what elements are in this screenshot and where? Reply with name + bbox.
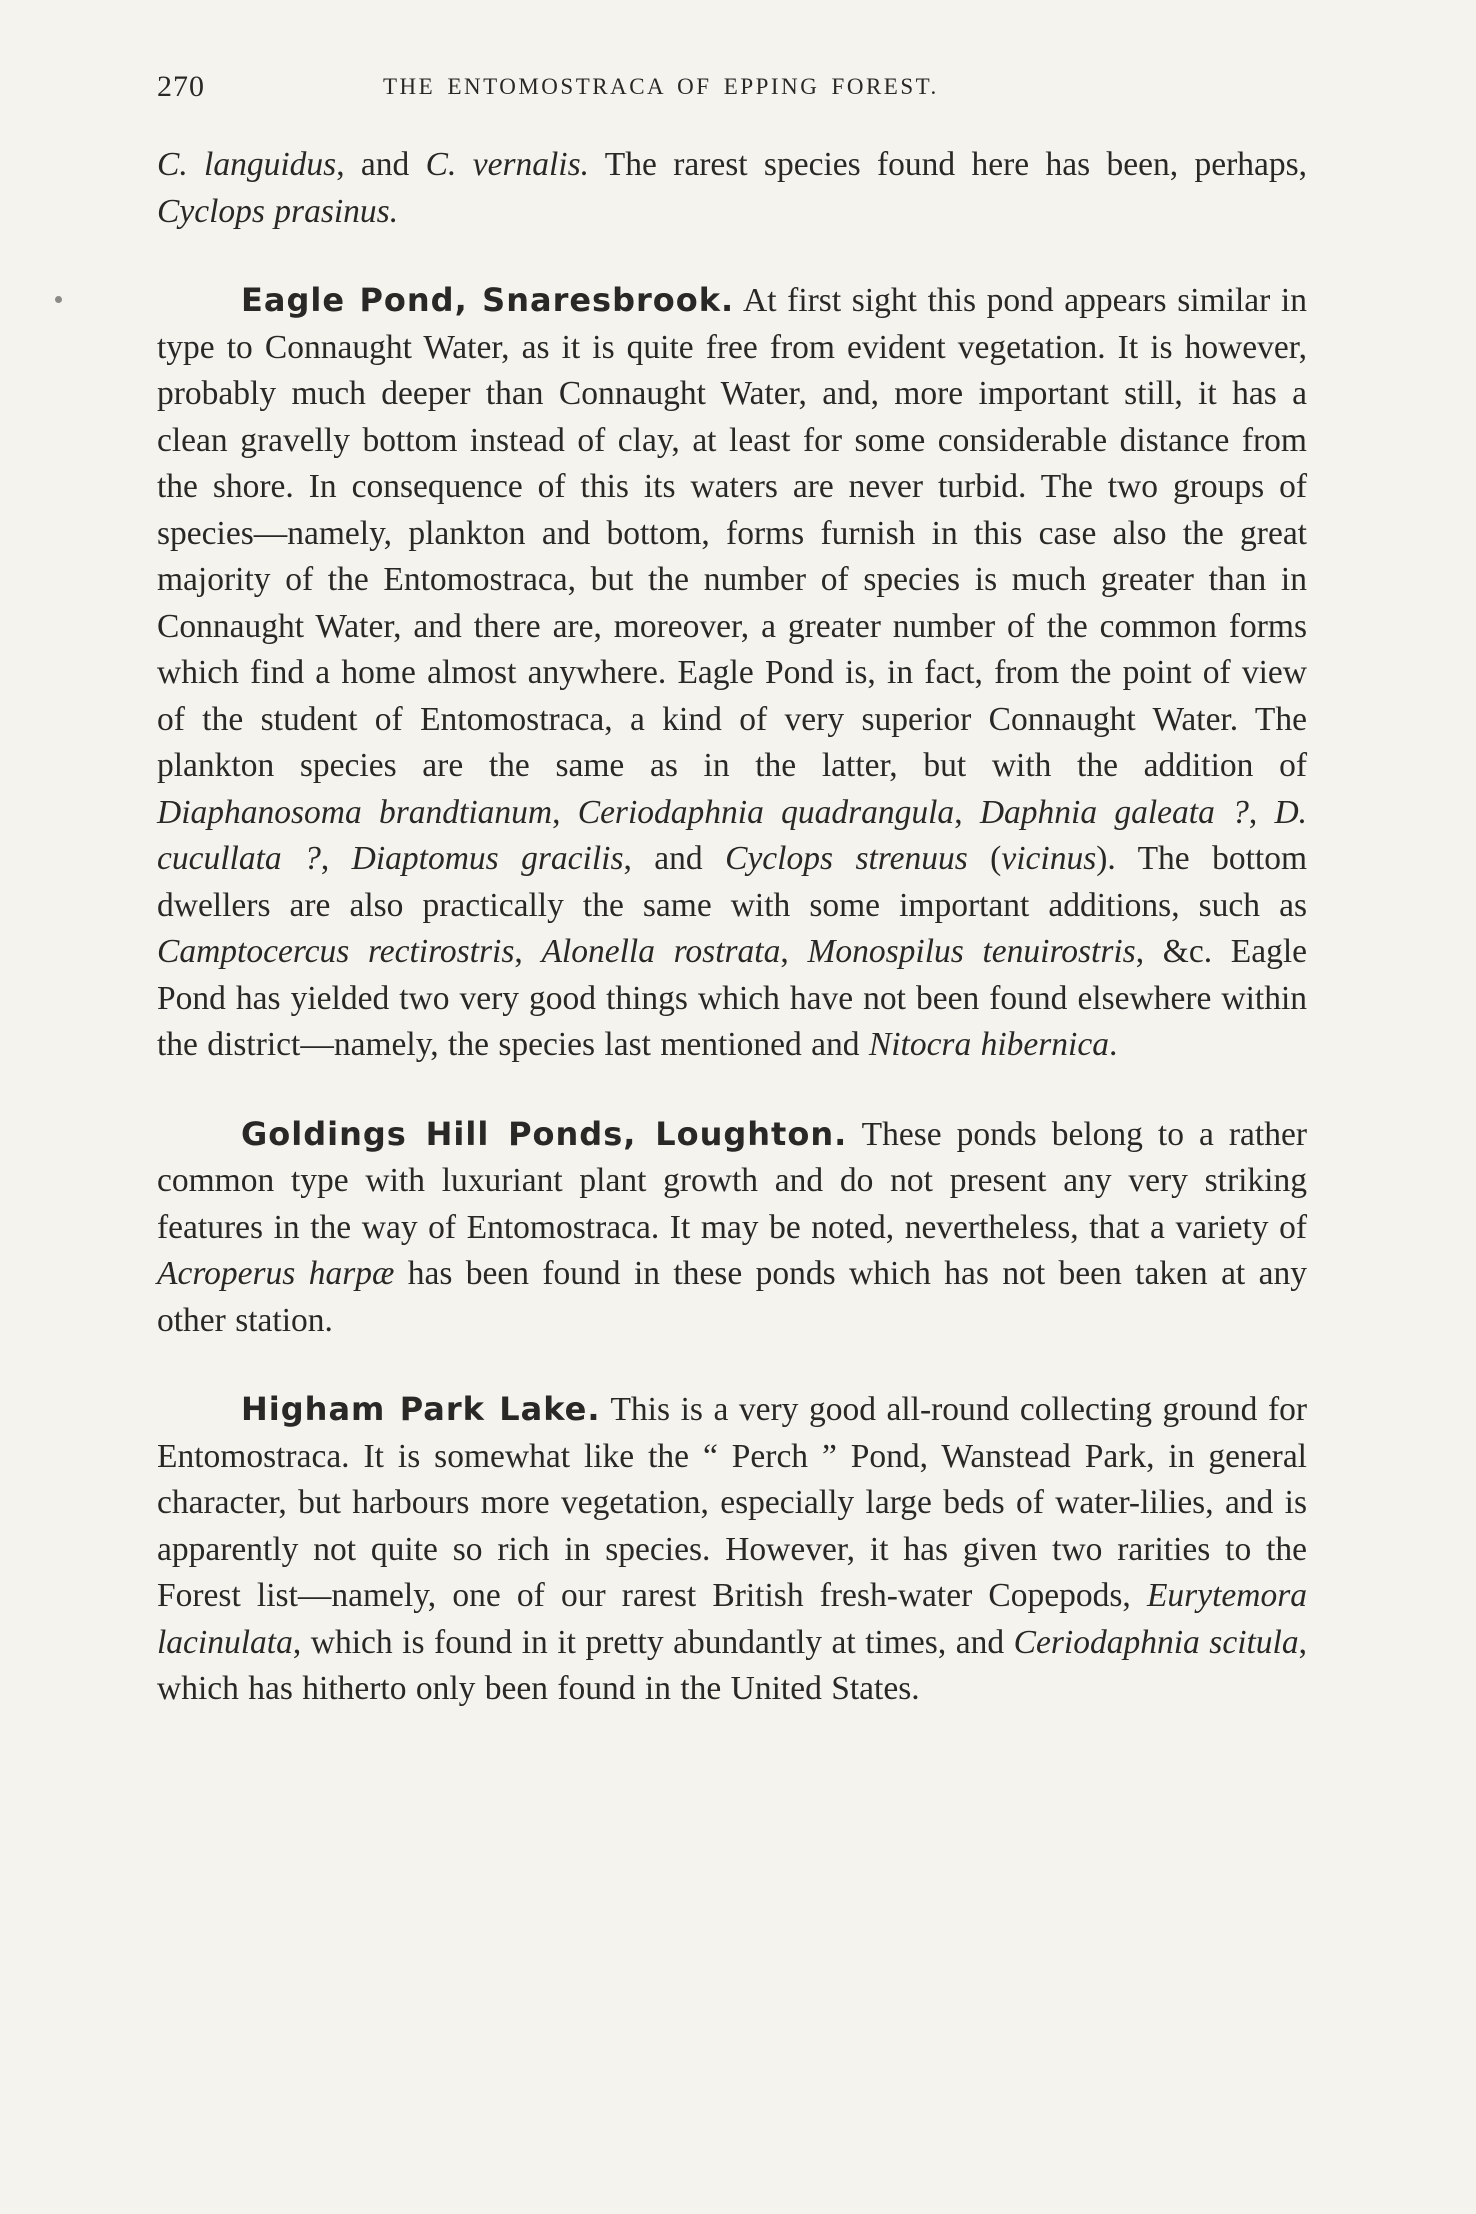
running-title: THE ENTOMOSTRACA OF EPPING FOREST. [383, 74, 939, 99]
text-run: , [780, 933, 808, 970]
text-run: The rarest species found here has been, perhaps, [589, 146, 1308, 183]
text-run: , [320, 840, 352, 877]
section-heading: Eagle Pond, Snaresbrook. [241, 281, 735, 319]
species-name: C. languidus [157, 146, 337, 183]
text-run: , and [623, 840, 726, 877]
text-run: , [514, 933, 542, 970]
text-run: . [1109, 1026, 1118, 1063]
species-name: Diaphanosoma brandtianum [157, 793, 553, 831]
section-heading: Higham Park Lake. [241, 1390, 601, 1428]
species-name: Ceriodaphnia quadrangula [577, 793, 955, 831]
species-name: Camptocercus rectirostris [157, 933, 515, 970]
text-run: , [552, 793, 578, 831]
species-name: Daphnia galeata ? [979, 793, 1249, 831]
species-name: Ceriodaphnia scitula [1013, 1623, 1299, 1661]
text-run: has been found in these ponds which has not been taken at any other station. [157, 1255, 1307, 1339]
page-number: 270 [157, 70, 205, 103]
species-name: D. cucullata ? [157, 793, 1308, 877]
species-name: Monospilus tenuirostris [807, 933, 1136, 970]
species-name: Acroperus harpæ [157, 1255, 395, 1292]
text-run: ( [967, 840, 1002, 877]
species-name: Nitocra hibernica [868, 1026, 1109, 1063]
text-run: , [954, 793, 980, 831]
species-name: Eurytemora lacinulata [157, 1577, 1307, 1661]
section-heading: Goldings Hill Ponds, Loughton. [241, 1114, 848, 1153]
text-run: , which has hitherto only been found in the United States. [157, 1623, 1307, 1707]
text-run: This is a very good all-round collecting ground for Entomostraca. It is somewhat like the “ Perch ” Pond, Wanstead Park, in general character, but harbours more vegetation, especially large beds of water-lilies, and is apparently not quite so rich in species. However, it has given two rarities to the Forest list—namely, one of our rarest British fresh-water Copepods, [157, 1391, 1308, 1614]
running-head [157, 70, 1307, 110]
species-name: Cyclops strenuus [725, 840, 968, 877]
paragraph-eagle-pond [157, 277, 1307, 1069]
text-run: , and [336, 146, 426, 183]
text-run: , which is found in it pretty abundantly at times, and [292, 1623, 1014, 1661]
paragraph-goldings-hill [157, 1111, 1307, 1345]
paragraph-continuation [157, 142, 1307, 235]
text-run: , [1248, 793, 1275, 831]
text-run: ). The bottom dwellers are also practically the same with some important additions, such as [157, 840, 1308, 924]
species-name: Diaptomus gracilis [351, 840, 624, 877]
text-run: These ponds belong to a rather common type with luxuriant plant growth and do not present any very striking features in the way of Entomostraca. It may be noted, nevertheless, that a variety of [157, 1115, 1307, 1246]
paragraph-higham-park [157, 1386, 1307, 1713]
species-name: Alonella rostrata [541, 933, 781, 970]
stray-dot [55, 296, 62, 303]
text-run: At first sight this pond appears similar in type to Connaught Water, as it is quite free from evident vegetation. It is however, probably much deeper than Connaught Water, and, more important still, it has a clean gravelly bottom instead of clay, at least for some considerable distance from the shore. In consequence of this its waters are never turbid. The two groups of species—namely, plankton and bottom, forms furnish in this case also the great majority of the Entomostraca, but the number of species is much greater than in Connaught Water, and there are, moreover, a greater number of the common forms which find a home almost anywhere. Eagle Pond is, in fact, from the point of view of the student of Entomostraca, a kind of very superior Connaught Water. The plankton species are the same as in the latter, but with the addition of [157, 282, 1307, 784]
species-name: vicinus [1001, 840, 1097, 877]
text-run: , &c. Eagle Pond has yielded two very good things which have not been found elsewhere within the district—namely, the species last mentioned and [157, 933, 1308, 1063]
body-text [157, 142, 1307, 1713]
species-name: Cyclops prasinus. [157, 192, 399, 230]
species-name: C. vernalis. [425, 146, 590, 183]
